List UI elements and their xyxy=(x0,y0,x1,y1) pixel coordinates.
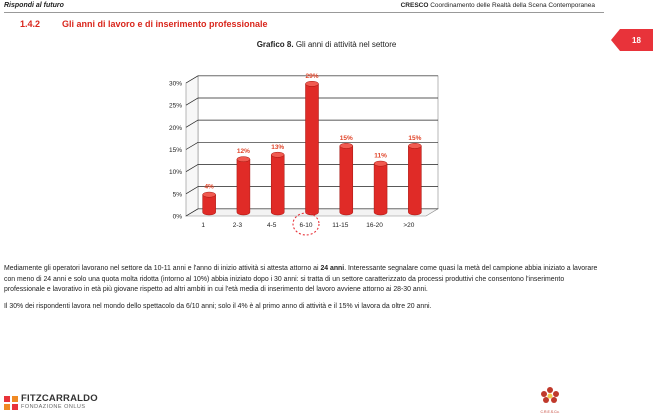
chart-bar xyxy=(237,159,250,215)
chart-caption xyxy=(0,40,653,49)
fitzcarraldo-logo xyxy=(4,395,98,411)
chart-bar xyxy=(374,164,387,215)
chart-bar xyxy=(306,84,319,215)
section-title: Gli anni di lavoro e di inserimento professionale xyxy=(62,19,268,29)
y-tick-label: 5% xyxy=(172,191,182,199)
y-tick-label: 20% xyxy=(168,124,182,132)
chart-bar-top xyxy=(340,143,353,148)
header-divider xyxy=(4,12,604,13)
chart-bar xyxy=(271,155,284,215)
section-number: 1.4.2 xyxy=(20,19,41,29)
fitzcarraldo-mark-icon xyxy=(4,396,18,410)
chart-bar-top xyxy=(237,157,250,162)
body-text xyxy=(4,264,604,319)
y-tick-label: 10% xyxy=(168,169,182,177)
x-tick-label: 2-3 xyxy=(232,222,243,229)
paragraph-1-end: . Interessante segnalare come quasi la metà del campione abbia iniziato a lavorare con meno di 24 anni e solo una quota molta ridotta (intorno al 10%) abbia iniziato dopo i 30 anni: si tratta di un settore caratterizzato da processi produttivi che consentono l'inserimento professionale e lavorativo in età più giovane rispetto ad altri ambiti in cui l'età media di inserimento del lavoro avviene attorno ai 28-30 anni. xyxy=(4,265,598,294)
x-tick-label: >20 xyxy=(403,222,415,229)
chart-bar xyxy=(340,146,353,215)
header-right-bold: CRESCO xyxy=(400,2,429,9)
paragraph-1-start: Mediamente gli operatori lavorano nel settore da 10-11 anni e l'anno di inizio attività si attesta attorno ai xyxy=(4,265,321,272)
chart-bar-top xyxy=(408,143,421,148)
chart-bar-top xyxy=(374,161,387,166)
bar-chart xyxy=(150,60,450,240)
bar-value-label: 12% xyxy=(236,148,250,156)
chart-bar xyxy=(408,146,421,215)
header-left-title: Rispondi al futuro xyxy=(4,2,64,9)
bar-value-label: 15% xyxy=(339,134,353,142)
bar-value-label: 11% xyxy=(374,152,387,160)
section-heading xyxy=(20,19,268,29)
y-tick-label: 0% xyxy=(172,213,182,221)
y-tick-label: 25% xyxy=(168,102,182,110)
bar-value-label: 13% xyxy=(271,143,285,151)
x-tick-label: 16-20 xyxy=(366,222,383,229)
fitzcarraldo-subtitle: FONDAZIONE ONLUS xyxy=(21,404,86,410)
bar-value-label: 4% xyxy=(204,183,214,191)
cresco-logo xyxy=(538,386,562,414)
chart-bar-top xyxy=(306,81,319,86)
y-tick-label: 15% xyxy=(168,147,182,154)
y-tick-label: 30% xyxy=(168,80,182,88)
paragraph-1 xyxy=(4,264,604,296)
chart-caption-label: Grafico 8. xyxy=(256,40,294,49)
bar-value-label: 15% xyxy=(408,134,422,142)
chart-bar-top xyxy=(271,152,284,157)
cresco-flower-icon xyxy=(540,386,560,404)
header-right-title xyxy=(401,2,595,9)
header-right-rest: Coordinamento delle Realtà della Scena Contemporanea xyxy=(428,2,595,9)
x-tick-label: 1 xyxy=(201,222,205,229)
x-tick-label: 11-15 xyxy=(332,222,349,229)
x-tick-label: 6-10 xyxy=(299,222,313,229)
x-tick-label: 4-5 xyxy=(267,222,277,229)
cresco-logo-text: C.R.E.S.Co. xyxy=(540,410,560,414)
chart-bar-top xyxy=(203,192,216,197)
fitzcarraldo-name: FITZCARRALDO xyxy=(21,393,98,404)
paragraph-2: Il 30% dei rispondenti lavora nel mondo dello spettacolo da 6/10 anni; solo il 4% è al primo anno di attività e il 15% vi lavora da oltre 20 anni. xyxy=(4,303,432,311)
paragraph-1-bold: 24 anni xyxy=(320,265,345,272)
chart-bar xyxy=(203,195,216,215)
bar-value-label: 29% xyxy=(305,72,319,80)
chart-caption-text: Gli anni di attività nel settore xyxy=(293,40,397,49)
page-number: 18 xyxy=(632,35,641,45)
